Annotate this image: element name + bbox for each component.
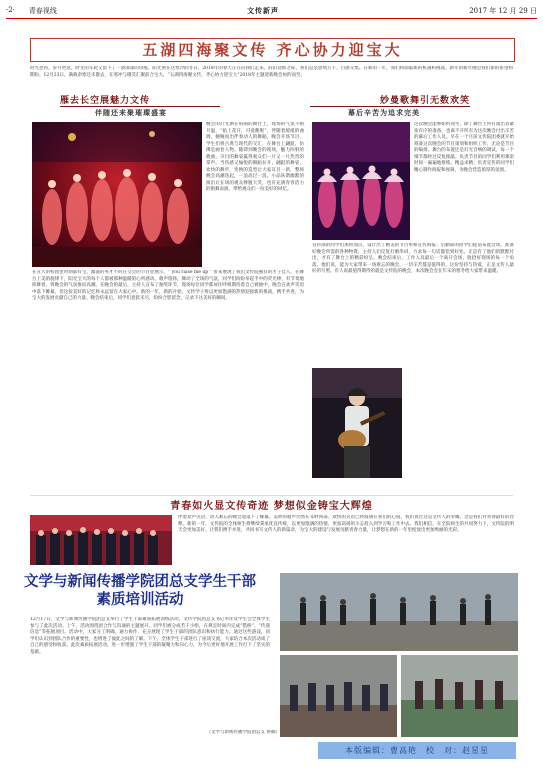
page-header bbox=[6, 4, 537, 19]
page-number: ·2· bbox=[6, 6, 15, 14]
masthead: 文传新声 bbox=[247, 7, 280, 15]
training-group-photo-2 bbox=[401, 655, 518, 737]
guitar-performer-photo bbox=[312, 368, 402, 478]
right-paragraph-1: 这次晚会能够如约而至，除了舞台上所有演出者紧张有序的准备，也离不开所有为这次晚会付出辛苦的幕后工作人员。早在一个月前文传院团委就开始筹备这次晚会的节目策划和组织工作，无论是节目的编排、舞台的布置还是灯光音响的调试，每一个细节都经过反复推敲。负责节目的同学们利用课余时间一遍遍地排练，精益求精；负责宣传的同学们精心制作海报和视频，为晚会营造浓厚的氛围。 bbox=[414, 122, 514, 173]
editor-credits: 本版编辑：曹高艳 校 对：赵星星 bbox=[318, 742, 516, 759]
group-photo-on-stage bbox=[30, 515, 172, 565]
left-subtitle-text: 雁去长空展魅力文传 bbox=[60, 96, 151, 106]
intro-paragraph: 时光荏苒，岁月更迭。时光的车轮又留下了一条深深的印痕。阳光照在这寒冷的冬日，2018年的春天正在向我们走来。辞旧迎新之际，我们总是思绪万千，百感交集。在新的一年，我们将面临新的机遇和挑战。新年的新年晚会我们新的希望和期盼。12月23日，满载余寒还未散去，在寒冲与微笑汇聚前合宝大，“五湖四海聚文传，齐心协力迎宝大”2018年主题迎新晚会如约而至。 bbox=[30, 66, 513, 78]
right-subsubtitle: 幕后辛苦为追求完美 bbox=[348, 108, 420, 117]
left-subsubtitle: 伴随还来聚璀璨盛宴 bbox=[95, 108, 167, 117]
left-subtitle-rule bbox=[60, 106, 220, 107]
column-name: 青春视线 bbox=[28, 7, 57, 15]
left-subtitle bbox=[60, 93, 230, 106]
right-paragraph-2: 宣传部的同学们加班加点，设计出了精美的节目单和宣传海报；后勤部的同学们提前布置会场，准备好晚会所需的各种物资；主持人们反复打磨串词，力求每一句话都恰到好处。正是有了他们的默默付出，才有了舞台上的精彩纷呈。晚会结束后，工作人员最后一个离开会场，收拾好现场的每一个角落。他们说，能为大家带来一场难忘的晚会，一切辛苦都是值得的。这份坚持与热爱，正是文传人最好的写照。有人说最值得期待的就是文传院的晚会，本次晚会会在年末的寒冬给大家带来温暖。 bbox=[312, 243, 514, 274]
dance-photo bbox=[32, 122, 202, 267]
section2-paragraph: 伴着欢声笑语，动人难忘的晚会迎落下了帷幕。美妙的歌声仍然在耳畔回荡，欢快的笑语已经溢满在我们的心间。我们说过这是文传人的荣耀，这是我们对青春最好的诠释。新的一年，文传院的全体师生将继续秉承优良传统，以更加饱满的热情、更加昂扬的斗志投入到学习和工作中去。我们相信，在全院师生的共同努力下，文传院的明天会更加美好。让我们携手并进，共同书写文传人的新篇章，为宝大的建设与发展贡献青春力量，让梦想在新的一年里绽放出更加绚丽的光彩。 bbox=[178, 515, 514, 533]
training-group-photo-1 bbox=[280, 655, 397, 737]
main-headline: 五湖四海聚文传 齐心协力迎宝大 bbox=[30, 38, 515, 62]
section3-paragraph: 12月17日，文学与新闻传播学院团总支举行了学生干部素质拓展训练活动。文传学院团总支书记李洋及学生会全体学生参与了此次活动。上午，活动围绕团合作与沟通的主题展开。同学们被分成若干小组，在规定时间内完成“搭桥”、“传递信息”等拓展项目。活动中，大家分工明确，通力协作，充分展现了学生干部的团队意识和执行能力。通过这些游戏，同学们认识到团队合作的重要性，也增进了彼此之间的了解。下午，全体学生干部进行了座谈交流，大家结合本次活动谈了自己的感受和收获。此次素质拓展活动，进一步增强了学生干部的凝聚力和向心力，为今后更好地开展工作打下了坚实的基础。 bbox=[30, 617, 270, 655]
issue-date: 2017 年 12 月 29 日 bbox=[469, 7, 537, 15]
section3-byline: （文学与新闻传播学院团总支 供稿） bbox=[206, 730, 280, 735]
fan-dance-photo bbox=[312, 122, 410, 240]
section3-title: 文学与新闻传播学院团总支学生干部素质培训活动 bbox=[24, 574, 256, 608]
section2-title: 青春如火显文传奇迹 梦想似金铸宝大辉煌 bbox=[170, 501, 373, 512]
right-subtitle: 妙曼歌舞引无数欢笑 bbox=[379, 96, 470, 106]
training-outdoor-photo bbox=[280, 573, 518, 651]
left-paragraph-1: 晚会的灯光洒在喧闹的舞台上，现场的气氛不断升温，“掐上花开，可爱鹅呢”，伴随着缓缓的曲调，婉婉而出伴奏动人的舞蹈，晚会开场节目，学生们将古典与现代的交汇，在舞台上翩跹，仿佛是画卷人物。随即到晚会的现场，魅力四射的歌曲，夺目的舞姿赢得观众们一片又一片热烈的掌声。当伤感又愉悦的舞蹈拉开，翩跹的舞姿，欢快的舞步，变换的造型让大家耳目一新，整场晚会高潮迭起，一浪高过一浪。小品诙谐幽默的演出让在场的观众捧腹大笑，也有充满青春活力的街舞表演，带给观众们一份美好的回忆。 bbox=[206, 122, 304, 192]
right-subtitle-rule bbox=[310, 106, 470, 107]
section-divider bbox=[30, 495, 513, 496]
left-paragraph-2: 在宣大的校园里时刻都有宝，激荡的英才不时在交会的节目里展示，“ you raise me up ” 带来展现了我们文传院独有的才子佳人，在舞台上美的旋律下，阳光宝大的每个人都被那种温暖的心所感动。歌声悠扬，舞动了全场的气氛，同学们纷纷举起手中的荧光棒，有节奏地挥舞着，将晚会的气氛推向高潮。在晚会的最后，主持人宣布了抽奖环节，现场每位同学都屏住呼吸期待着自己被抽中，晚会在欢声笑语中落下帷幕，但这份美好的记忆将永远留在大家心中。新的一年，新的开始，文传学子将以更加饱满的热情迎接新的挑战，携手共进，为宝大的发展贡献自己的力量。晚会结束后，同学们意犹未尽，纷纷合影留念，记录下这美好的瞬间。 bbox=[32, 270, 304, 301]
